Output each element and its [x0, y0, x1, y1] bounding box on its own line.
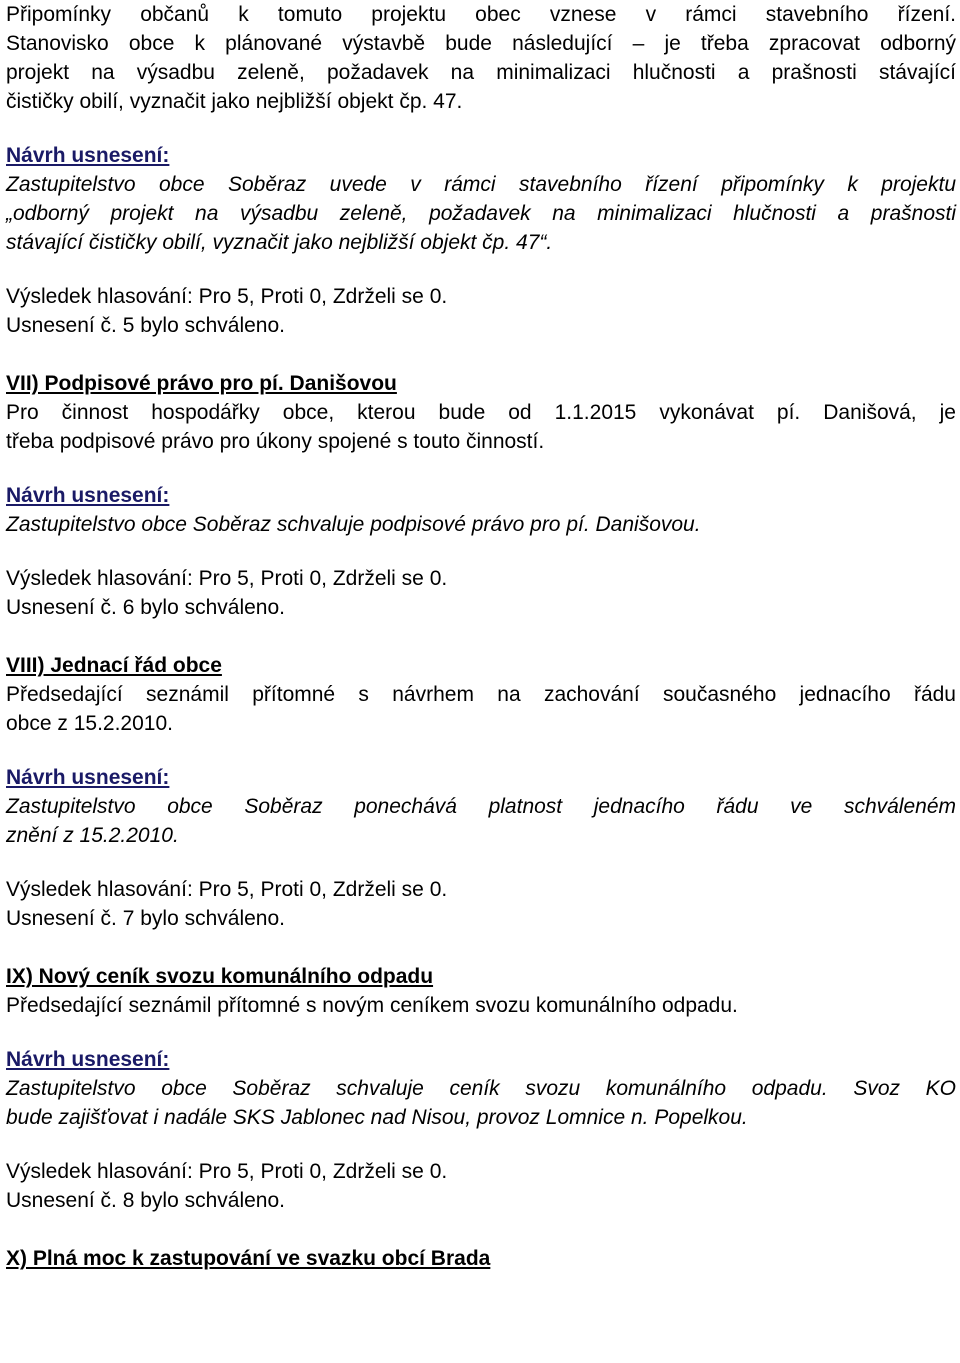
intro-line: Stanovisko obce k plánované výstavbě bude následující – je třeba zpracovat odborný: [6, 32, 956, 55]
navrh-usneseni-label: Návrh usnesení:: [6, 766, 170, 789]
section-body-line: Předsedající seznámil přítomné s návrhem na zachování současného jednacího řádu: [6, 683, 956, 706]
intro-line: čističky obilí, vyznačit jako nejbližší objekt čp. 47.: [6, 90, 463, 113]
resolution-line: stávající čističky obilí, vyznačit jako nejbližší objekt čp. 47“.: [6, 231, 553, 254]
resolution-block-5: [6, 141, 956, 340]
resolution-status: Usnesení č. 7 bylo schváleno.: [6, 907, 285, 930]
section-heading: VII) Podpisové právo pro pí. Danišovou: [6, 372, 397, 395]
resolution-line: bude zajišťovat i nadále SKS Jablonec nad Nisou, provoz Lomnice n. Popelkou.: [6, 1106, 748, 1129]
navrh-usneseni-label: Návrh usnesení:: [6, 144, 170, 167]
section-body-line: obce z 15.2.2010.: [6, 712, 173, 735]
resolution-status: Usnesení č. 6 bylo schváleno.: [6, 596, 285, 619]
resolution-status: Usnesení č. 5 bylo schváleno.: [6, 314, 285, 337]
section-vii: [6, 369, 956, 622]
intro-line: projekt na výsadbu zeleně, požadavek na minimalizaci hlučnosti a prašnosti stávající: [6, 61, 956, 84]
section-body-line: Předsedající seznámil přítomné s novým ceníkem svozu komunálního odpadu.: [6, 994, 738, 1017]
resolution-line: znění z 15.2.2010.: [6, 824, 179, 847]
navrh-usneseni-label: Návrh usnesení:: [6, 484, 170, 507]
vote-result: Výsledek hlasování: Pro 5, Proti 0, Zdrželi se 0.: [6, 1160, 448, 1183]
section-heading: X) Plná moc k zastupování ve svazku obcí Brada: [6, 1247, 491, 1270]
vote-result: Výsledek hlasování: Pro 5, Proti 0, Zdrželi se 0.: [6, 285, 448, 308]
resolution-line: Zastupitelstvo obce Soběraz schvaluje ceník svozu komunálního odpadu. Svoz KO: [6, 1077, 956, 1100]
section-body-line: Pro činnost hospodářky obce, kterou bude od 1.1.2015 vykonávat pí. Danišová, je: [6, 401, 956, 424]
resolution-line: Zastupitelstvo obce Soběraz ponechává platnost jednacího řádu ve schváleném: [6, 795, 956, 818]
section-x: [6, 1244, 956, 1273]
vote-result: Výsledek hlasování: Pro 5, Proti 0, Zdrželi se 0.: [6, 878, 448, 901]
section-heading: VIII) Jednací řád obce: [6, 654, 222, 677]
vote-result: Výsledek hlasování: Pro 5, Proti 0, Zdrželi se 0.: [6, 567, 448, 590]
section-ix: [6, 962, 956, 1215]
section-viii: [6, 651, 956, 933]
intro-paragraph: [6, 0, 956, 116]
navrh-usneseni-label: Návrh usnesení:: [6, 1048, 170, 1071]
resolution-line: Zastupitelstvo obce Soběraz uvede v rámci stavebního řízení připomínky k projektu: [6, 173, 956, 196]
document-page: [6, 0, 956, 1273]
intro-line: Připomínky občanů k tomuto projektu obec vznese v rámci stavebního řízení.: [6, 3, 956, 26]
resolution-line: Zastupitelstvo obce Soběraz schvaluje podpisové právo pro pí. Danišovou.: [6, 513, 701, 536]
resolution-status: Usnesení č. 8 bylo schváleno.: [6, 1189, 285, 1212]
resolution-line: „odborný projekt na výsadbu zeleně, požadavek na minimalizaci hlučnosti a prašnosti: [6, 202, 956, 225]
section-body-line: třeba podpisové právo pro úkony spojené s touto činností.: [6, 430, 545, 453]
section-heading: IX) Nový ceník svozu komunálního odpadu: [6, 965, 434, 988]
